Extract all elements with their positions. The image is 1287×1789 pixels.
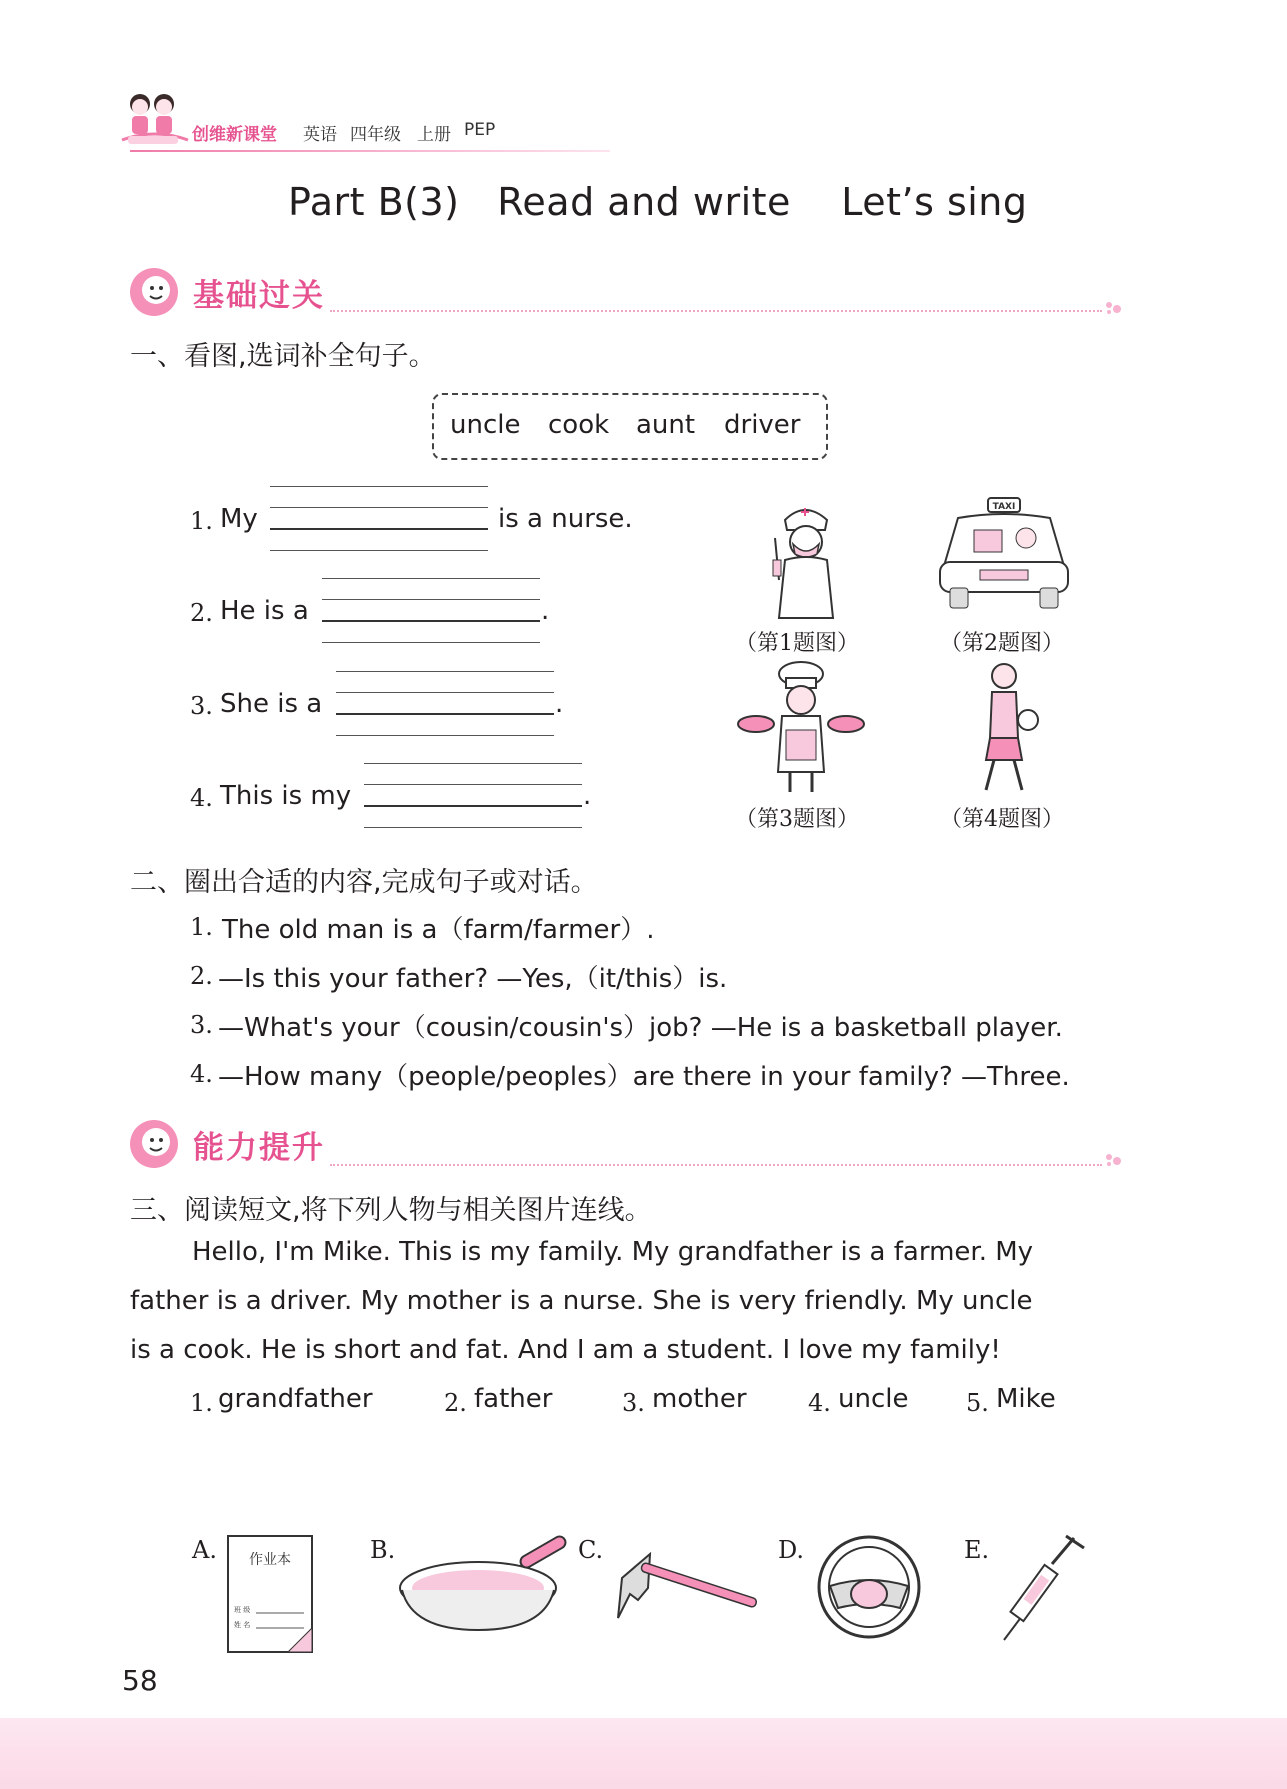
steering-wheel-icon[interactable] [816,1534,922,1640]
syringe-icon[interactable] [1000,1534,1090,1644]
word-bank-aunt: aunt [636,410,696,440]
q1-item3-line-top [336,671,554,672]
section1-divider [330,310,1102,312]
q1-item3-answer-line[interactable] [336,713,554,715]
word-bank-uncle: uncle [450,410,521,440]
q1-item2-number: 2. [190,599,213,627]
q3-person1-name[interactable]: grandfather [218,1384,373,1414]
q2-item3-text: —What's your（cousin/cousin's）job? —He is a basketball player. [218,1013,1063,1043]
q3-person3-name[interactable]: mother [652,1384,747,1414]
q3-person1-number: 1. [190,1389,213,1417]
q2-item1-number: 1. [190,913,213,941]
q2-item2-text: —Is this your father? —Yes,（it/this）is. [218,964,728,994]
q1-item4-line-top [364,763,582,764]
basketball-player-image [964,660,1044,796]
page-footer-band [0,1718,1287,1789]
q2-item2-number: 2. [190,962,213,990]
q1-item2-line-bottom [322,642,540,643]
q1-item2-line-top [322,578,540,579]
q1-item3-before: She is a [220,689,323,719]
q2-item1-text: The old man is a（farm/farmer）. [222,915,655,945]
q1-item1-number: 1. [190,507,213,535]
q1-item2-line-mid [322,599,540,600]
q1-item4-before: This is my [220,781,352,811]
q3-heading: 三、阅读短文,将下列人物与相关图片连线。 [130,1195,652,1226]
header-volume: 上册 [417,125,451,145]
q3-person5-name[interactable]: Mike [996,1384,1056,1414]
option-d-letter: D. [778,1536,805,1564]
nurse-image [755,500,855,620]
section2-title: 能力提升 [193,1130,325,1166]
option-c-letter: C. [578,1536,604,1564]
section2-divider-dots [1104,1152,1128,1168]
notebook-title: 作业本 [249,1552,291,1568]
word-bank-cook: cook [548,410,610,440]
q1-caption-4: （第4题图） [940,807,1064,832]
taxi-image [934,496,1074,614]
q2-item3-number: 3. [190,1011,213,1039]
section1-divider-dots [1104,300,1128,316]
taxi-sign: TAXI [992,502,1016,512]
header-brand: 创维新课堂 [192,125,277,145]
q1-item2-answer-line[interactable] [322,620,540,622]
q3-person3-number: 3. [622,1389,645,1417]
q1-item3-number: 3. [190,692,213,720]
section1-icon [128,266,186,318]
q1-item4-answer-line[interactable] [364,805,582,807]
notebook-field-class: 班 级 [234,1606,251,1614]
q1-caption-1: （第1题图） [735,631,859,656]
q3-person4-number: 4. [808,1389,831,1417]
q3-person2-number: 2. [444,1389,467,1417]
notebook-field-name: 姓 名 [234,1621,251,1629]
q2-item4-number: 4. [190,1060,213,1088]
q3-passage-line2: father is a driver. My mother is a nurse. She is very friendly. My uncle [130,1286,1033,1316]
q3-person5-number: 5. [966,1389,989,1417]
q3-passage-line3: is a cook. He is short and fat. And I am a student. I love my family! [130,1335,1001,1365]
q1-item4-line-mid [364,784,582,785]
q1-heading: 一、看图,选词补全句子。 [130,341,436,372]
q1-caption-3: （第3题图） [735,807,859,832]
header-underline [130,150,610,152]
section2-divider [330,1164,1102,1166]
q3-person2-name[interactable]: father [474,1384,553,1414]
frying-pan-icon[interactable] [398,1518,568,1634]
option-b-letter: B. [370,1536,396,1564]
word-bank-driver: driver [724,410,801,440]
q3-person4-name[interactable]: uncle [838,1384,909,1414]
q1-item4-number: 4. [190,784,213,812]
q1-item3-line-bottom [336,735,554,736]
q1-item1-after: is a nurse. [498,504,633,534]
q1-item2-before: He is a [220,596,309,626]
option-a-letter: A. [192,1536,217,1564]
q1-item3-after: . [555,689,564,719]
q1-item4-after: . [583,781,592,811]
q1-item2-after: . [541,596,550,626]
header-subject: 英语 [303,125,337,145]
hoe-icon[interactable] [612,1528,762,1624]
section2-icon [128,1118,186,1170]
q1-item1-answer-line[interactable] [270,528,488,530]
q1-caption-2: （第2题图） [940,631,1064,656]
notebook-icon[interactable] [226,1534,316,1656]
q1-item1-line-mid [270,507,488,508]
q3-passage-line1: Hello, I'm Mike. This is my family. My grandfather is a farmer. My [192,1237,1034,1267]
header-edition: PEP [464,120,496,140]
page-title: Part B(3) Read and write Let’s sing [288,180,1028,224]
q2-item4-text: —How many（people/peoples）are there in your family? —Three. [218,1062,1070,1092]
section1-title: 基础过关 [193,278,325,314]
q1-item1-before: My [220,504,258,534]
q1-item1-line-top [270,486,488,487]
q1-item3-line-mid [336,692,554,693]
header-mascot [120,88,190,150]
q2-heading: 二、圈出合适的内容,完成句子或对话。 [130,867,598,898]
q1-item4-line-bottom [364,827,582,828]
q1-item1-line-bottom [270,550,488,551]
header-grade: 四年级 [350,125,401,145]
option-e-letter: E. [964,1536,990,1564]
page-number: 58 [122,1664,158,1697]
cook-image [736,660,866,796]
